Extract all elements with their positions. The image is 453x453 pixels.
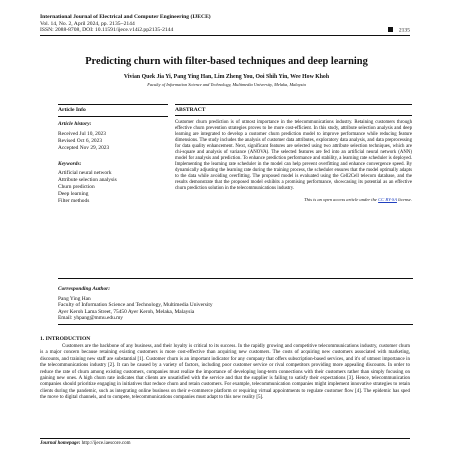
keyword-item: Filter methods <box>58 198 90 205</box>
license-note <box>175 197 412 202</box>
history-revised: Revised Oct 6, 2023 <box>58 137 103 144</box>
corresponding-lines <box>58 296 398 322</box>
homepage-url[interactable]: http://ijece.iaescore.com <box>81 441 131 446</box>
abstract-text: Customer churn prediction is of utmost importance in the telecommunications industry. Retaining customers through effective churn prevention strategies proves to be more cost-efficient. In this study, attribute selection analysis and deep learning are integrated to develop a customer churn prediction model to improve performance while reducing feature dimensions. The study includes the analysis of customer data attributes, exploratory data analysis, and data preprocessing for data quality enhancement. Next, significant features are selected using two attribute selection techniques, which are chi-square and analysis of variance (ANOVA). The selected features are fed into an artificial neural network (ANN) model for analysis and prediction. To enhance prediction performance and stability, a learning rate scheduler is deployed. Implementing the learning rate scheduler in the model can help prevent overfitting and enhance convergence speed. By dynamically adjusting the learning rate during the training process, the scheduler ensures that the model optimally adapts to the data while avoiding overfitting. The proposed model is evaluated using the Cell2Cell telecom database, and the results demonstrate that the proposed model exhibits a promising performance, showcasing its potential as an effective churn prediction solution in the telecommunications industry. <box>175 120 412 191</box>
corresponding-address: Ayer Keroh Lama Street, 75450 Ayer Keroh, Melaka, Malaysia <box>58 308 195 315</box>
footer-rule <box>40 438 410 439</box>
license-prefix: This is an open access article under the <box>304 197 379 202</box>
article-info-heading: Article Info <box>58 107 86 113</box>
abstract-top-rule <box>175 104 412 105</box>
article-info-top-rule <box>58 104 168 105</box>
keyword-item: Artificial neural network <box>58 170 112 177</box>
introduction-text <box>40 344 410 402</box>
journal-header <box>40 14 211 27</box>
corresponding-author-block <box>58 286 398 322</box>
keywords-heading: Keywords: <box>58 160 82 167</box>
abstract-heading: ABSTRACT <box>175 107 206 113</box>
page-number: 2135 <box>398 27 410 34</box>
header-rule <box>40 35 410 36</box>
homepage-label: Journal homepage: <box>40 441 81 446</box>
paper-affiliation: Faculty of Information Science and Technology, Multimedia University, Melaka, Malaysia <box>147 82 306 87</box>
article-info-column <box>58 104 168 205</box>
page-number-group <box>388 27 410 34</box>
info-box-bottom-rule <box>58 278 413 279</box>
paper-authors: Vivian Quek Jia Yi, Pang Ying Han, Lim Zheng You, Ooi Shih Yin, Wee How Khoh <box>123 74 330 80</box>
article-info-rule <box>58 116 168 117</box>
keywords-list <box>58 170 168 205</box>
journal-name: International Journal of Electrical and Computer Engineering (IJECE) <box>40 14 211 20</box>
journal-volume: Vol. 14, No. 2, April 2024, pp. 2135~2144 <box>40 20 135 27</box>
cc-license-link[interactable]: CC BY-SA <box>378 197 397 202</box>
abstract-column <box>175 104 412 202</box>
article-history-heading: Article history: <box>58 120 92 127</box>
corresponding-name: Pang Ying Han <box>58 295 91 302</box>
license-suffix: license. <box>396 197 412 202</box>
journal-issn: ISSN: 2088-8708, DOI: 10.11591/ijece.v14i2.pp2135-2144 <box>40 27 174 33</box>
keyword-item: Deep learning <box>58 191 89 198</box>
square-bullet-icon <box>388 27 393 32</box>
history-accepted: Accepted Nov 29, 2023 <box>58 144 110 151</box>
corresponding-heading: Corresponding Author: <box>58 286 111 292</box>
article-history-list <box>58 131 168 152</box>
journal-homepage <box>40 441 131 446</box>
corresponding-faculty: Faculty of Information Science and Technology, Multimedia University <box>58 302 213 309</box>
abstract-rule <box>175 115 412 116</box>
history-received: Received Jul 10, 2023 <box>58 130 106 137</box>
corresponding-bottom-rule <box>58 324 413 325</box>
introduction-heading: 1. INTRODUCTION <box>40 336 91 342</box>
keyword-item: Churn prediction <box>58 184 95 191</box>
paper-title: Predicting churn with filter-based techniques and deep learning <box>85 56 368 67</box>
keyword-item: Attribute selection analysis <box>58 177 117 184</box>
issn-row <box>40 27 410 34</box>
introduction-body: Customers are the backbone of any business, and their loyalty is critical to its success. In the rapidly growing and competitive telecommunications industry, customer churn is a major concern because retaining existing customers is more cost-effective than acquiring new customers. The costs of acquiring new customers associated with marketing, discounts, and training new staff are substantial [1]. Customer churn is an important indicator for any company that offers subscription-based services, and it's of utmost importance in the telecommunications industry [2]. It can be caused by a variety of factors, including poor customer service or rival competitors providing more appealing discounts. In order to reduce the rate of churn among existing customers, companies must realize the importance of developing long-term connections with their customers rather than simply focusing on gaining new ones. A high churn rate indicates that clients are unsatisfied with the service and that the supplier is failing to satisfy their expectations [3]. Hence, telecommunication companies should prioritize engaging in initiatives that reduce churn and retain customers. For example, telecommunication companies might implement innovative strategies to retain clients during the pandemic, such as integrating online business on their e-commerce platform or requiring virtual appointments to regulate customer flow [4]. The epidemic has sped the move to digital channels, and to compete, telecommunications companies must adapt to this new reality [5]. <box>40 344 410 401</box>
corresponding-email: Email: yhpang@mmu.edu.my <box>58 315 124 322</box>
